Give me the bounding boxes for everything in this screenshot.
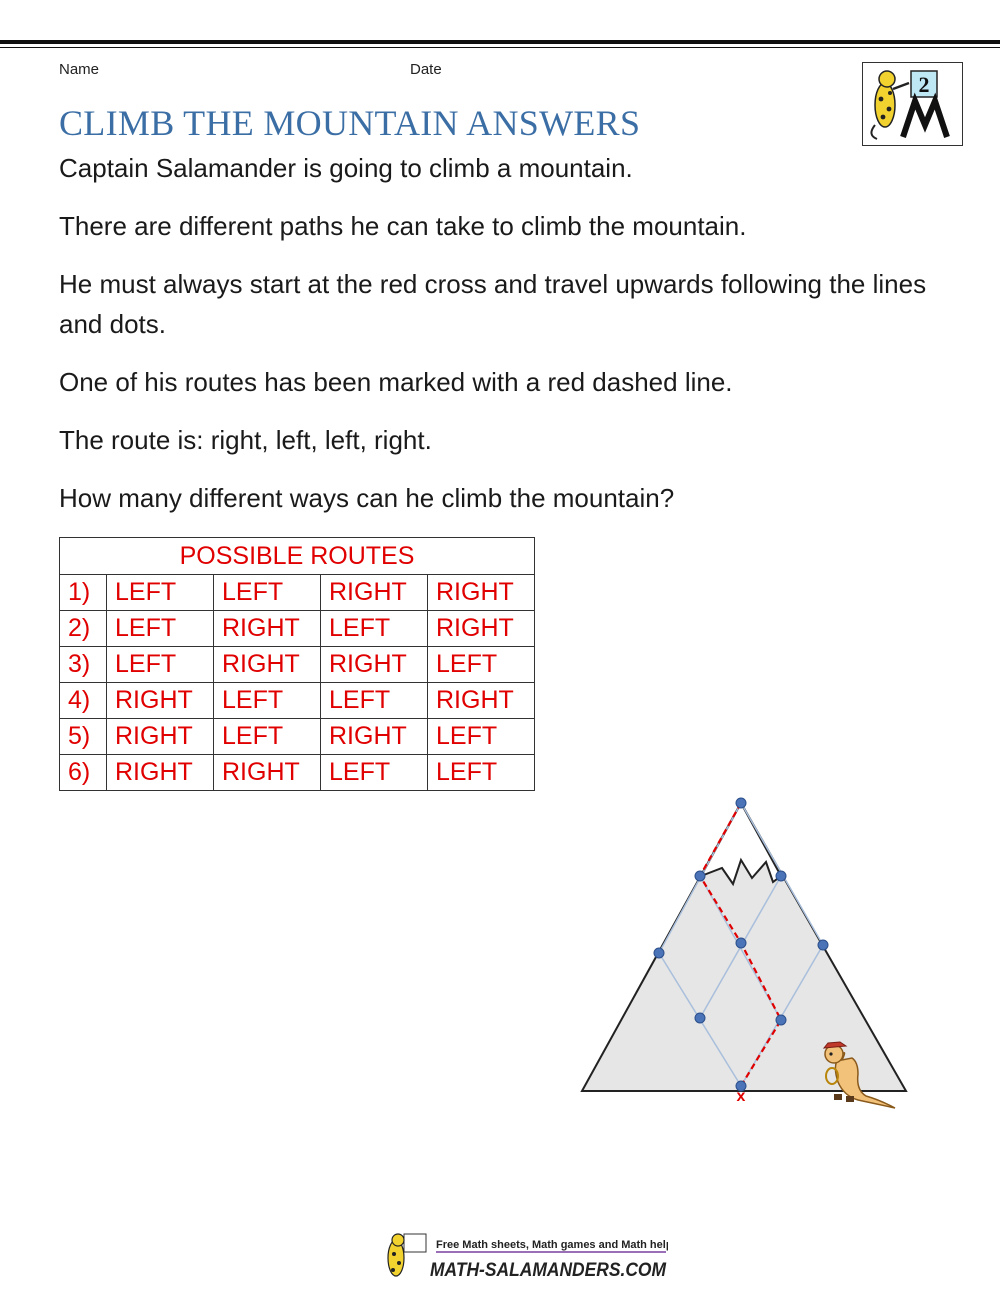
- table-row: [60, 647, 535, 683]
- route-step: RIGHT: [321, 647, 428, 683]
- route-step: RIGHT: [214, 647, 321, 683]
- route-step: LEFT: [107, 611, 214, 647]
- intro-line-4: One of his routes has been marked with a red dashed line.: [59, 367, 733, 397]
- salamander-grade-icon: [863, 63, 962, 145]
- salamander-logo-icon: [388, 1234, 426, 1276]
- route-step: RIGHT: [107, 755, 214, 791]
- route-number: 5): [60, 719, 107, 755]
- mountain-diagram: [570, 790, 920, 1125]
- route-step: LEFT: [321, 611, 428, 647]
- route-number: 1): [60, 575, 107, 611]
- route-step: RIGHT: [107, 719, 214, 755]
- intro-line-5: The route is: right, left, left, right.: [59, 425, 432, 455]
- intro-line-2: There are different paths he can take to climb the mountain.: [59, 211, 747, 241]
- table-row: [60, 755, 535, 791]
- top-rule-thin: [0, 47, 1000, 48]
- route-step: RIGHT: [214, 755, 321, 791]
- route-number: 4): [60, 683, 107, 719]
- grade-number: 2: [918, 72, 930, 97]
- footer-logo: [378, 1228, 668, 1289]
- name-label: Name: [59, 61, 100, 78]
- top-rule: [0, 40, 1000, 44]
- footer-site-name: MATH-SALAMANDERS.COM: [430, 1260, 668, 1281]
- route-step: RIGHT: [107, 683, 214, 719]
- table-row: [60, 719, 535, 755]
- route-number: 6): [60, 755, 107, 791]
- footer-tagline: Free Math sheets, Math games and Math help: [436, 1239, 668, 1251]
- routes-table: [59, 537, 535, 791]
- route-step: LEFT: [428, 719, 535, 755]
- route-step: LEFT: [428, 755, 535, 791]
- route-step: RIGHT: [428, 575, 535, 611]
- intro-line-3: He must always start at the red cross and travel upwards following the lines and dots.: [59, 269, 927, 339]
- intro-line-6: How many different ways can he climb the mountain?: [59, 483, 675, 513]
- table-row: [60, 683, 535, 719]
- route-step: RIGHT: [428, 611, 535, 647]
- date-label: Date: [410, 61, 442, 78]
- route-step: LEFT: [214, 683, 321, 719]
- grade-logo: [862, 62, 963, 146]
- routes-table-header-row: [60, 538, 535, 575]
- route-step: RIGHT: [321, 575, 428, 611]
- start-cross: x: [736, 1088, 746, 1105]
- route-step: LEFT: [107, 647, 214, 683]
- route-step: LEFT: [321, 755, 428, 791]
- table-row: [60, 575, 535, 611]
- route-step: LEFT: [214, 575, 321, 611]
- route-step: LEFT: [428, 647, 535, 683]
- table-row: [60, 611, 535, 647]
- route-step: RIGHT: [321, 719, 428, 755]
- page-title: CLIMB THE MOUNTAIN ANSWERS: [59, 103, 641, 143]
- route-step: LEFT: [107, 575, 214, 611]
- route-step: RIGHT: [428, 683, 535, 719]
- route-step: LEFT: [321, 683, 428, 719]
- route-number: 2): [60, 611, 107, 647]
- route-number: 3): [60, 647, 107, 683]
- intro-line-1: Captain Salamander is going to climb a mountain.: [59, 153, 633, 183]
- route-step: LEFT: [214, 719, 321, 755]
- routes-table-header: POSSIBLE ROUTES: [60, 538, 535, 575]
- route-step: RIGHT: [214, 611, 321, 647]
